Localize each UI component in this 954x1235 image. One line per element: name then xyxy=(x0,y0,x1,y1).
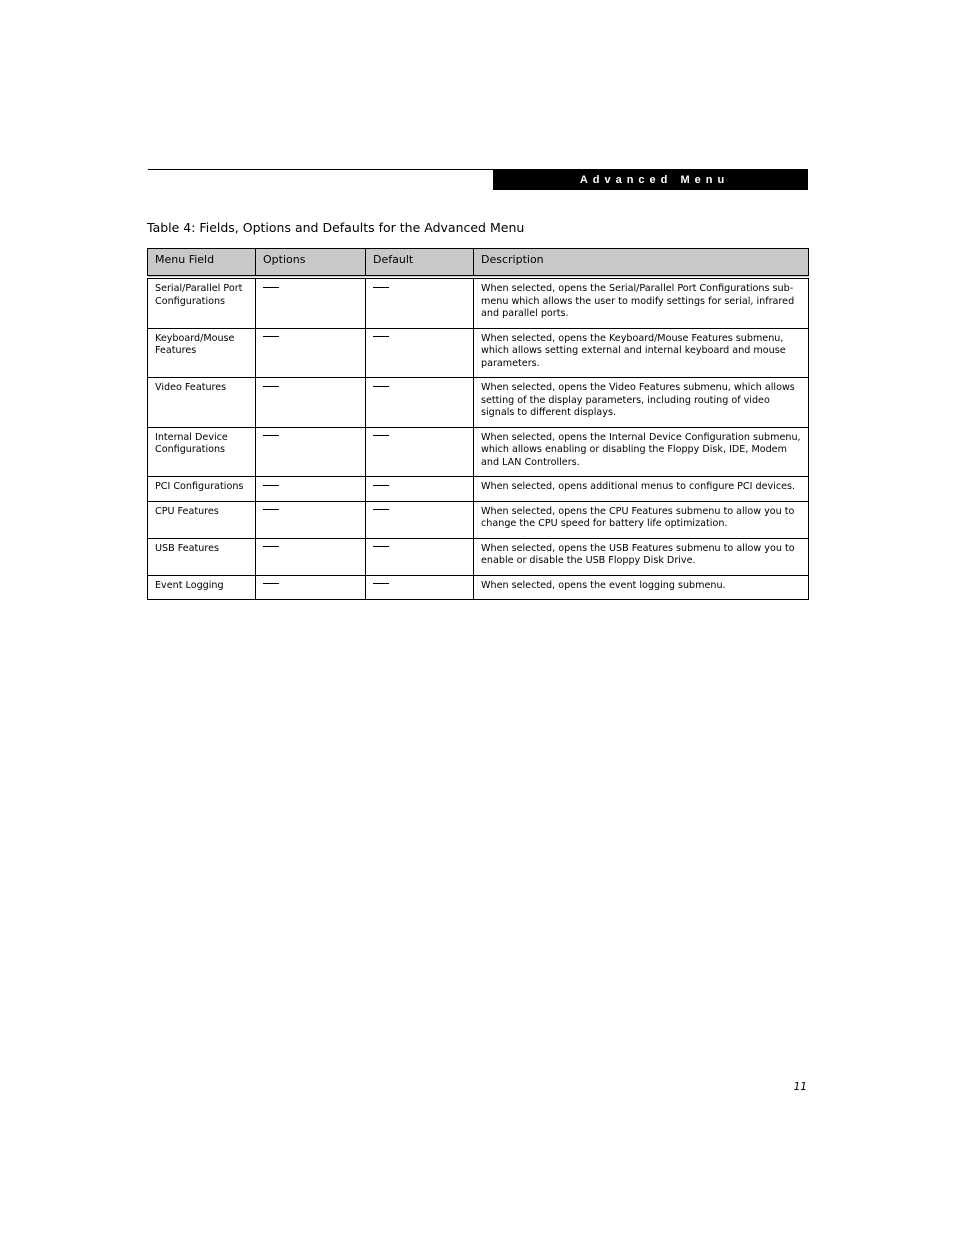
cell-options xyxy=(256,277,366,328)
em-dash xyxy=(373,287,389,288)
cell-menu-field: Serial/Parallel Port Configurations xyxy=(148,277,256,328)
em-dash xyxy=(263,336,279,337)
em-dash xyxy=(373,336,389,337)
cell-options xyxy=(256,575,366,600)
cell-description: When selected, opens the event logging submenu. xyxy=(474,575,809,600)
cell-menu-field: USB Features xyxy=(148,538,256,575)
table-row xyxy=(148,427,809,477)
cell-options xyxy=(256,427,366,477)
table-row xyxy=(148,378,809,428)
table-row xyxy=(148,575,809,600)
cell-menu-field: Video Features xyxy=(148,378,256,428)
column-header-default: Default xyxy=(366,249,474,278)
cell-description: When selected, opens the CPU Features submenu to allow you to change the CPU speed for battery life optimization. xyxy=(474,501,809,538)
em-dash xyxy=(373,583,389,584)
table-row xyxy=(148,477,809,502)
cell-description: When selected, opens the USB Features submenu to allow you to enable or disable the USB Floppy Disk Drive. xyxy=(474,538,809,575)
table-row xyxy=(148,538,809,575)
cell-options xyxy=(256,328,366,378)
column-header-options: Options xyxy=(256,249,366,278)
cell-menu-field: Internal Device Configurations xyxy=(148,427,256,477)
cell-default xyxy=(366,501,474,538)
em-dash xyxy=(263,583,279,584)
em-dash xyxy=(263,287,279,288)
cell-description: When selected, opens the Serial/Parallel Port Configurations sub-menu which allows the user to modify settings for serial, infrared and parallel ports. xyxy=(474,277,809,328)
cell-default xyxy=(366,277,474,328)
cell-description: When selected, opens the Internal Device Configuration submenu, which allows enabling or disabling the Floppy Disk, IDE, Modem and LAN Controllers. xyxy=(474,427,809,477)
cell-default xyxy=(366,538,474,575)
cell-default xyxy=(366,477,474,502)
table-row xyxy=(148,501,809,538)
cell-menu-field: Event Logging xyxy=(148,575,256,600)
em-dash xyxy=(373,386,389,387)
column-header-menu-field: Menu Field xyxy=(148,249,256,278)
em-dash xyxy=(373,435,389,436)
em-dash xyxy=(373,485,389,486)
cell-options xyxy=(256,538,366,575)
cell-default xyxy=(366,427,474,477)
em-dash xyxy=(263,386,279,387)
cell-description: When selected, opens the Video Features submenu, which allows setting of the display parameters, including routing of video signals to different displays. xyxy=(474,378,809,428)
cell-description: When selected, opens additional menus to configure PCI devices. xyxy=(474,477,809,502)
table-body xyxy=(148,277,809,600)
table-row xyxy=(148,277,809,328)
cell-menu-field: CPU Features xyxy=(148,501,256,538)
em-dash xyxy=(263,435,279,436)
em-dash xyxy=(263,546,279,547)
cell-options xyxy=(256,378,366,428)
em-dash xyxy=(263,509,279,510)
cell-options xyxy=(256,477,366,502)
cell-default xyxy=(366,378,474,428)
column-header-description: Description xyxy=(474,249,809,278)
table-row xyxy=(148,328,809,378)
header-rule xyxy=(148,169,493,170)
table-header-row xyxy=(148,249,809,278)
em-dash xyxy=(373,546,389,547)
cell-default xyxy=(366,328,474,378)
cell-description: When selected, opens the Keyboard/Mouse Features submenu, which allows setting external and internal keyboard and mouse parameters. xyxy=(474,328,809,378)
em-dash xyxy=(263,485,279,486)
page-number: 11 xyxy=(793,1081,807,1093)
cell-menu-field: PCI Configurations xyxy=(148,477,256,502)
section-tab: Advanced Menu xyxy=(493,169,808,190)
em-dash xyxy=(373,509,389,510)
advanced-menu-table xyxy=(147,248,809,600)
cell-default xyxy=(366,575,474,600)
table-title: Table 4: Fields, Options and Defaults for the Advanced Menu xyxy=(147,220,525,235)
cell-options xyxy=(256,501,366,538)
cell-menu-field: Keyboard/Mouse Features xyxy=(148,328,256,378)
